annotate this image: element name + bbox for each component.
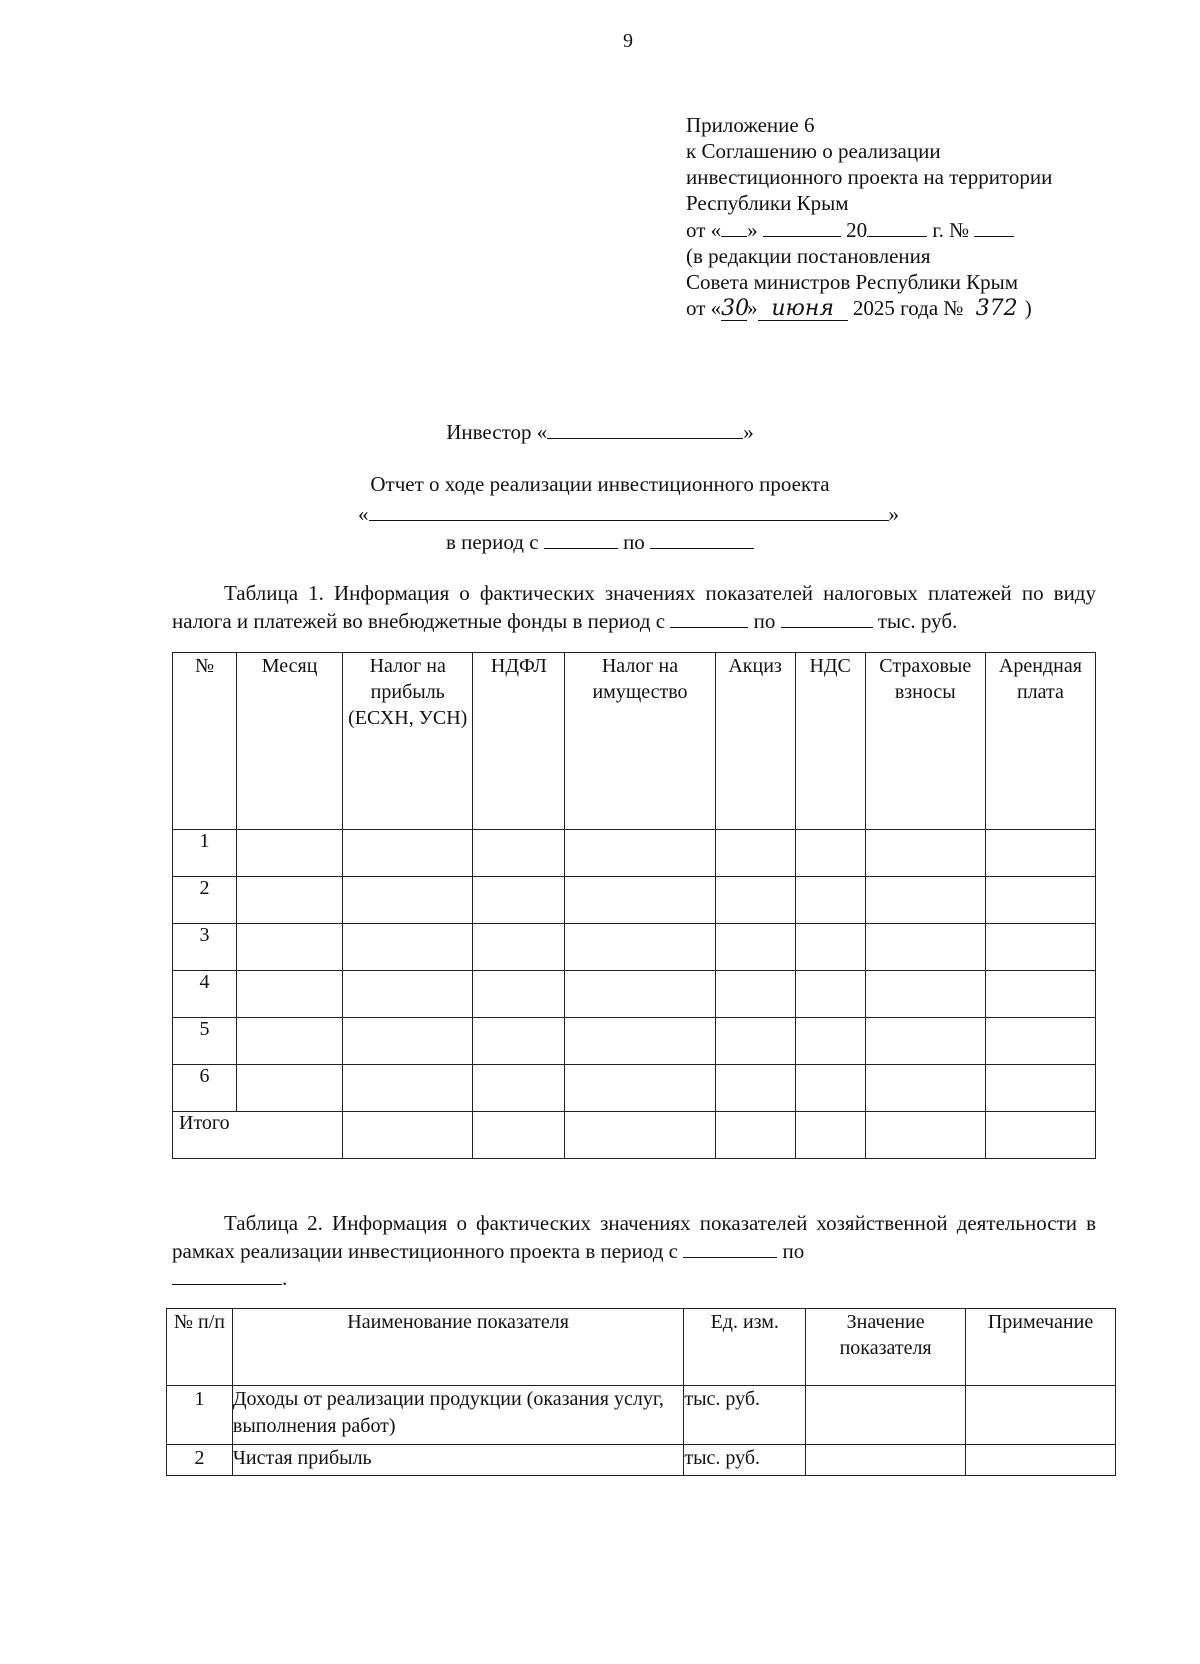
table-cell [985,1018,1095,1065]
table-row [173,830,1096,877]
table-cell [985,1065,1095,1112]
table-cell [237,830,343,877]
table-cell [715,1018,795,1065]
table-cell [343,877,473,924]
table1-period-end-blank [781,607,873,628]
blank-month [763,216,841,237]
table2-period-start-blank [683,1237,777,1258]
table-cell [715,1112,795,1159]
table-cell [565,877,715,924]
table-cell [715,877,795,924]
page-number: 9 [623,30,633,52]
table1-header: № [173,653,237,830]
table-cell [343,1018,473,1065]
table-cell [985,971,1095,1018]
table-cell [343,830,473,877]
table1-caption-unit: тыс. руб. [877,609,958,633]
project-open-quote: « [358,502,369,526]
row-number: 3 [173,924,237,971]
table-cell [237,1018,343,1065]
table-cell [237,877,343,924]
handwritten-day: 30 [721,296,750,321]
handwritten-number: 372 [975,296,1018,321]
table2-header: Примечание [966,1309,1116,1386]
date-year: 20 [846,218,868,242]
table1-header: НДС [795,653,865,830]
date-mid: » [747,218,758,242]
annex-line: к Соглашению о реализации [686,139,941,163]
period-start-blank [544,528,618,549]
indicator-value [806,1445,966,1476]
tax-payments-table [172,652,1096,1159]
table-cell [865,830,985,877]
table-cell [985,877,1095,924]
table2-period-end-blank [172,1264,282,1285]
table-cell [985,924,1095,971]
table-cell [473,830,565,877]
table2-caption-period: . [282,1266,288,1290]
table1-caption [172,580,1096,635]
table-cell [565,971,715,1018]
project-close-quote: » [888,502,899,526]
table-cell [565,924,715,971]
table2-header-row [167,1309,1116,1386]
table-row [173,877,1096,924]
edition-line: (в редакции постановления [686,244,931,268]
investor-label: Инвестор « [446,420,548,444]
table1-header: НДФЛ [473,653,565,830]
indicator-unit: тыс. руб. [684,1386,806,1445]
investor-blank [547,418,743,439]
table-row [167,1445,1116,1476]
row-number: 2 [167,1445,233,1476]
row-number: 1 [167,1386,233,1445]
table-cell [795,830,865,877]
date-number-label: г. № [932,218,970,242]
table-row [173,1065,1096,1112]
table-cell [985,830,1095,877]
table-cell [865,877,985,924]
table-cell [343,1065,473,1112]
table-cell [473,877,565,924]
table-cell [565,1018,715,1065]
table2-caption [172,1210,1096,1265]
report-title: Отчет о ходе реализации инвестиционного проекта [370,472,830,496]
table2-caption-mid: по [782,1239,805,1263]
investor-line [0,418,1200,445]
table-cell [715,1065,795,1112]
table-row [173,971,1096,1018]
table-cell [795,1112,865,1159]
annex-block [686,112,1156,321]
row-number: 4 [173,971,237,1018]
table2-header: Наименование показателя [232,1309,683,1386]
table-cell [715,971,795,1018]
table1-header: Акциз [715,653,795,830]
edition-date-line [686,295,1156,321]
blank-year [867,216,927,237]
table2-caption-end [172,1264,287,1292]
indicator-unit: тыс. руб. [684,1445,806,1476]
blank-day [721,216,747,237]
table1-total-row [173,1112,1096,1159]
table1-caption-text: Таблица 1. Информация о фактических значениях показателей налоговых платежей по виду налога и платежей во внебюджетные фонды в период с [172,581,1096,633]
table-cell [865,1018,985,1065]
project-name-blank [369,500,889,521]
table-cell [473,1065,565,1112]
table-cell [565,830,715,877]
table-cell [473,924,565,971]
indicator-name: Чистая прибыль [232,1445,683,1476]
indicator-name: Доходы от реализации продукции (оказания услуг, выполнения работ) [232,1386,683,1445]
table-cell [795,1065,865,1112]
table1-header: Налог на имущество [565,653,715,830]
business-indicators-table [166,1308,1116,1476]
total-label: Итого [173,1112,343,1159]
table-cell [865,971,985,1018]
table-cell [473,971,565,1018]
table-cell [237,971,343,1018]
edition-date-prefix: от « [686,296,722,320]
indicator-note [966,1445,1116,1476]
table2-header: Ед. изм. [684,1309,806,1386]
handwritten-month: июня [758,298,848,321]
investor-close-quote: » [743,420,754,444]
table1-header: Налог на прибыль (ЕСХН, УСН) [343,653,473,830]
row-number: 5 [173,1018,237,1065]
table1-header: Страховые взносы [865,653,985,830]
indicator-note [966,1386,1116,1445]
table2-header: Значение показателя [806,1309,966,1386]
table-cell [343,971,473,1018]
indicator-value [806,1386,966,1445]
period-prefix: в период с [445,530,539,554]
annex-line: Приложение 6 [686,113,815,137]
table-cell [865,1065,985,1112]
table-cell [473,1112,565,1159]
table1-header-row [173,653,1096,830]
table1-header: Месяц [237,653,343,830]
project-name-line [358,500,899,527]
annex-line: Республики Крым [686,191,849,215]
table-cell [473,1018,565,1065]
table-cell [985,1112,1095,1159]
table2-header: № п/п [167,1309,233,1386]
row-number: 2 [173,877,237,924]
table-cell [237,924,343,971]
table-cell [795,924,865,971]
table-cell [715,830,795,877]
table-cell [565,1065,715,1112]
table-cell [343,1112,473,1159]
table-cell [865,1112,985,1159]
table1-period-start-blank [670,607,748,628]
table-cell [237,1065,343,1112]
blank-number [974,216,1014,237]
table-cell [865,924,985,971]
edition-line: Совета министров Республики Крым [686,270,1019,294]
edition-close: ) [1024,296,1032,320]
table-row [173,924,1096,971]
table-cell [795,877,865,924]
table1-caption-mid: по [753,609,776,633]
row-number: 6 [173,1065,237,1112]
table-cell [795,1018,865,1065]
edition-year-text: 2025 года № [852,296,964,320]
table2-caption-text: Таблица 2. Информация о фактических значениях показателей хозяйственной деятельности в рамках реализации инвестиционного проекта в период с [172,1211,1096,1263]
period-mid: по [623,530,645,554]
report-period-line [0,528,1200,555]
table-cell [343,924,473,971]
date-prefix: от « [686,218,722,242]
annex-line: инвестиционного проекта на территории [686,165,1053,189]
table-cell [795,971,865,1018]
row-number: 1 [173,830,237,877]
agreement-date-line [686,216,1156,243]
table-row [167,1386,1116,1445]
table-cell [565,1112,715,1159]
table1-header: Арендная плата [985,653,1095,830]
period-end-blank [650,528,754,549]
edition-date-mid: » [747,296,758,320]
table-row [173,1018,1096,1065]
table-cell [715,924,795,971]
